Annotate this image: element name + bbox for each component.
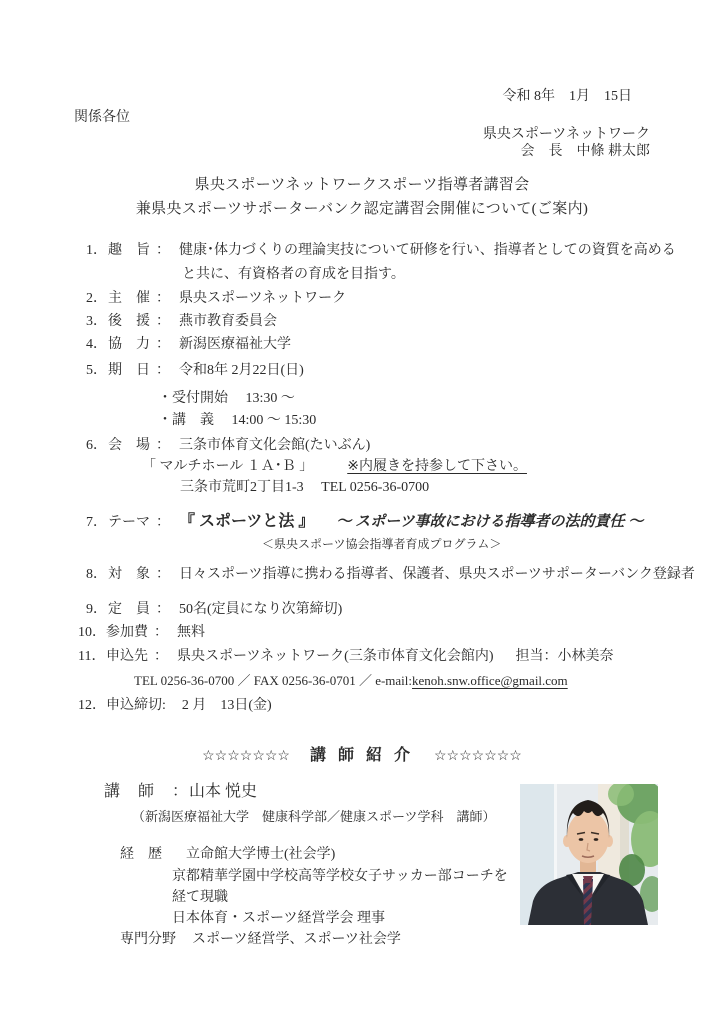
header-date: 令和 8年 1月 15日 — [502, 89, 632, 104]
face — [567, 811, 609, 863]
career-row-2: 京都精華学園中学校高等学校女子サッカー部コーチを — [172, 869, 508, 884]
theme-subtitle: ～ スポーツ事故における指導者の法的責任 ～ — [336, 514, 644, 530]
item-kijitsu — [86, 362, 304, 381]
email-link[interactable]: kenoh.snw.office@gmail.com — [412, 673, 568, 688]
item-colon: ： — [156, 363, 170, 378]
item-teiin — [86, 601, 342, 620]
item-kyoryoku — [86, 336, 291, 355]
stars-left: ☆☆☆☆☆☆☆ — [202, 749, 290, 764]
item-shimekiri — [78, 697, 272, 716]
item-text: 新潟医療福祉大学 — [179, 337, 291, 352]
item-number: 1． — [86, 243, 107, 258]
item-theme — [86, 511, 643, 533]
item-label: 対 象 — [108, 567, 150, 582]
lecturer-photo — [520, 784, 658, 925]
hall-name: 「 マルチホール １Ａ･Ｂ 」 — [142, 459, 314, 474]
career-row-1 — [120, 846, 335, 865]
item-text: 令和8年 2月22日(日) — [179, 363, 304, 378]
item-number: 8． — [86, 567, 107, 582]
item-colon: ： — [156, 314, 170, 329]
item-label: 申込先 — [106, 649, 148, 664]
item-kaijo-address: 三条市荒町2丁目1-3 TEL 0256-36-0700 — [180, 480, 430, 495]
item-number: 5． — [86, 363, 107, 378]
org-name: 県央スポーツネットワーク — [482, 127, 650, 142]
president-name: 会 長 中條 耕太郎 — [520, 144, 650, 159]
item-koen — [86, 313, 277, 332]
item-label: 申込締切: — [106, 698, 166, 713]
addressee: 関係各位 — [74, 110, 130, 125]
item-text: 三条市体育文化会館(たいぶん) — [179, 438, 371, 453]
career-line: 立命館大学博士(社会学) — [186, 847, 336, 862]
career-row-4: 日本体育・スポーツ経営学会 理事 — [172, 911, 385, 926]
item-label: テーマ — [108, 515, 150, 530]
lecturer-name-row — [104, 781, 257, 803]
item-text: 燕市教育委員会 — [179, 314, 277, 329]
item-number: 6． — [86, 438, 107, 453]
item-label: 会 場 — [108, 438, 150, 453]
item-colon: ： — [156, 515, 170, 530]
item-colon: ： — [156, 567, 170, 582]
item-text: 健康･体力づくりの理論実技について研修を行い、指導者としての資質を高める — [179, 243, 676, 258]
item-number: 7． — [86, 515, 107, 530]
item-colon: ： — [156, 243, 170, 258]
item-colon: ： — [156, 291, 170, 306]
item-shushi-cont: と共に、有資格者の育成を目指す。 — [182, 267, 405, 282]
career-row-3: 経て現職 — [172, 890, 228, 905]
item-text: 2 月 13日(金) — [181, 698, 272, 713]
lecturer-label: 講 師 ： — [104, 783, 190, 800]
item-colon: ： — [154, 649, 168, 664]
item-moshikomisaki — [78, 648, 613, 667]
item-number: 2． — [86, 291, 107, 306]
item-colon: ： — [156, 438, 170, 453]
item-kaijo — [86, 437, 370, 456]
item-label: 主 催 — [108, 291, 150, 306]
stars-right: ☆☆☆☆☆☆☆ — [434, 749, 522, 764]
lecturer-affiliation: （新潟医療福祉大学 健康科学部／健康スポーツ学科 講師） — [132, 809, 496, 824]
doc-title-line-2: 兼県央スポーツサポーターバンク認定講習会開催について(ご案内) — [135, 201, 589, 217]
career-label: 経 歴 — [120, 847, 162, 862]
item-colon: ： — [156, 602, 170, 617]
specialty-text: スポーツ経営学、スポーツ社会学 — [192, 932, 401, 947]
item-text: 無料 — [177, 625, 205, 640]
item-colon: ： — [156, 337, 170, 352]
item-label: 参加費 — [106, 625, 148, 640]
item-shusai — [86, 290, 346, 309]
item-label: 定 員 — [108, 602, 150, 617]
item-taisho — [86, 566, 695, 585]
tel-fax-text: TEL 0256-36-0700 ／ FAX 0256-36-0701 ／ e-mail: — [134, 673, 413, 688]
item-number: 10． — [78, 625, 106, 640]
item-text: 県央スポーツネットワーク(三条市体育文化会館内) — [177, 649, 494, 664]
indoor-shoes-note: ※内履きを持参して下さい。 — [347, 459, 527, 474]
lecturer-heading: 講 師 紹 介 — [309, 747, 414, 764]
item-kijitsu-lecture: ・講 義 14:00 ～ 15:30 — [158, 413, 317, 428]
eye-right — [594, 838, 599, 841]
specialty-row — [120, 931, 401, 950]
item-number: 11． — [78, 649, 106, 664]
item-number: 9． — [86, 602, 107, 617]
item-number: 12． — [78, 698, 106, 713]
item-theme-program: ＜県央スポーツ協会指導者育成プログラム＞ — [262, 537, 502, 551]
item-kijitsu-reception: ・受付開始 13:30 ～ — [158, 391, 295, 406]
doc-title-line-1: 県央スポーツネットワークスポーツ指導者講習会 — [194, 177, 530, 193]
lecturer-heading-row — [0, 745, 724, 767]
item-text: 県央スポーツネットワーク — [179, 291, 347, 306]
item-shushi — [86, 242, 676, 261]
item-label: 趣 旨 — [108, 243, 150, 258]
theme-title: 『 スポーツと法 』 — [179, 513, 315, 530]
eye-left — [579, 838, 584, 841]
specialty-label: 専門分野 — [120, 932, 176, 947]
item-text: 50名(定員になり次第締切) — [179, 602, 343, 617]
item-kaijo-hall — [142, 458, 527, 477]
contact-person: 担当：小林美奈 — [515, 649, 614, 664]
item-colon: ： — [154, 625, 168, 640]
item-sankahi — [78, 624, 205, 643]
item-label: 期 日 — [108, 363, 150, 378]
item-number: 4． — [86, 337, 107, 352]
lecturer-name: 山本 悦史 — [189, 783, 258, 800]
item-number: 3． — [86, 314, 107, 329]
item-text: 日々スポーツ指導に携わる指導者、保護者、県央スポーツサポーターバンク登録者 — [179, 567, 695, 582]
item-label: 後 援 — [108, 314, 150, 329]
item-label: 協 力 — [108, 337, 150, 352]
item-moshikomisaki-tel — [134, 672, 568, 690]
